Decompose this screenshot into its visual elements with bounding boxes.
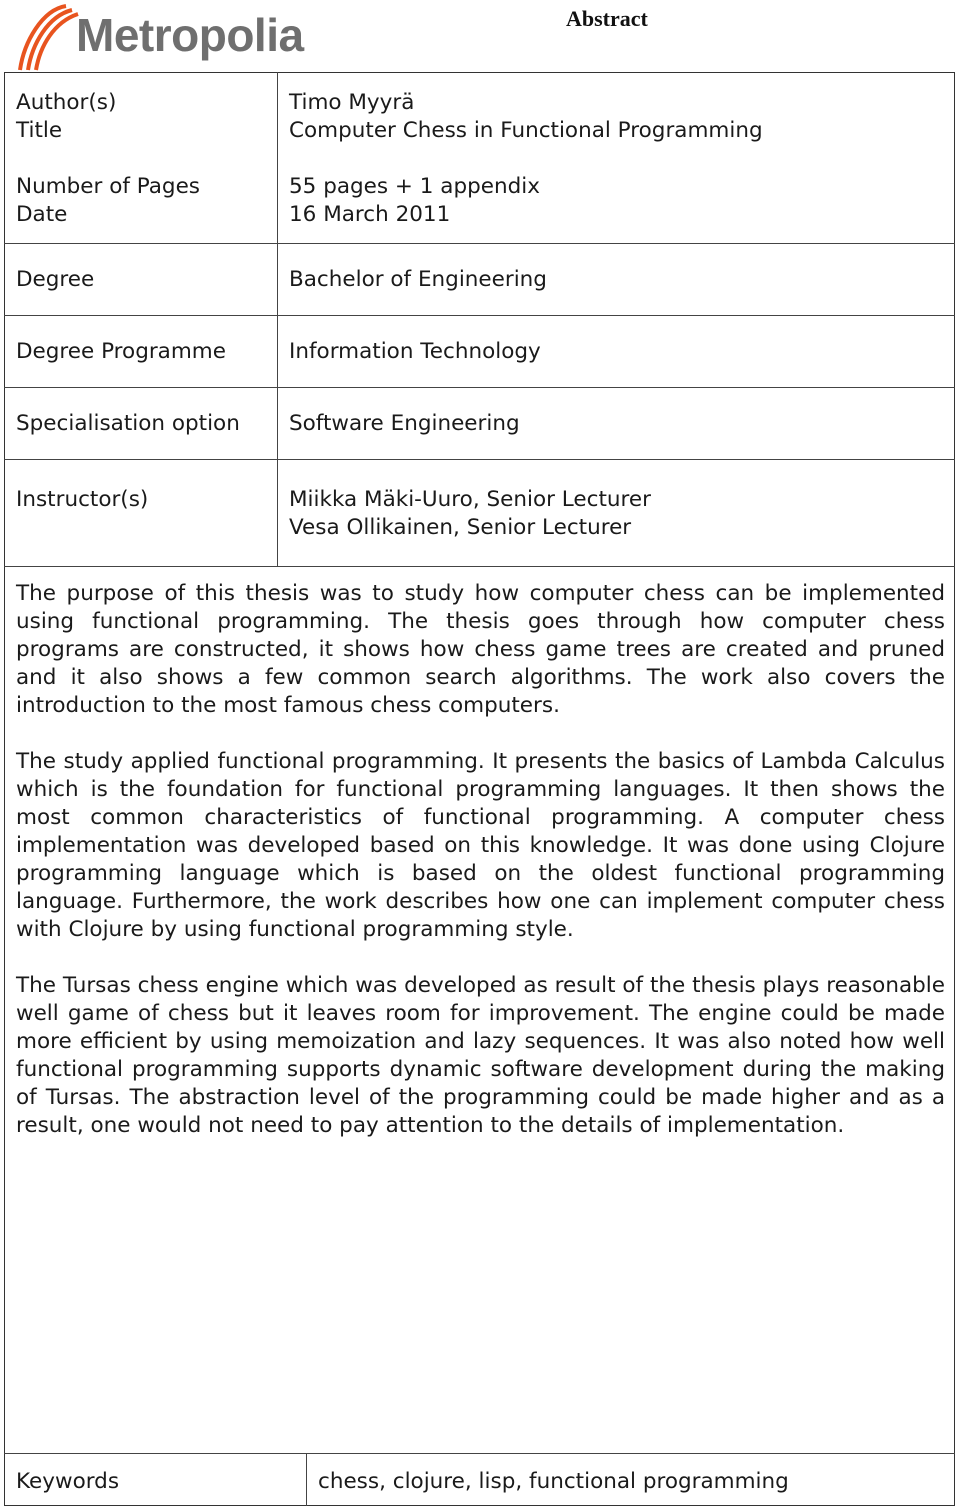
label-author: Author(s) <box>16 90 117 115</box>
label-degree-programme: Degree Programme <box>16 339 226 364</box>
value-number-of-pages: 55 pages + 1 appendix <box>289 174 540 199</box>
value-instructor-1: Miikka Mäki-Uuro, Senior Lecturer <box>289 487 651 512</box>
row-divider <box>4 566 955 567</box>
column-divider <box>277 72 278 566</box>
logo-swoosh-icon <box>14 2 84 74</box>
row-divider <box>4 387 955 388</box>
row-divider <box>4 459 955 460</box>
label-date: Date <box>16 202 68 227</box>
label-specialisation: Specialisation option <box>16 411 240 436</box>
label-number-of-pages: Number of Pages <box>16 174 201 199</box>
label-degree: Degree <box>16 267 95 292</box>
value-degree-programme: Information Technology <box>289 339 541 364</box>
abstract-paragraph: The study applied functional programming. It presents the basics of Lambda Calculus which is the foundation for functional programming languages. It then shows the most common characteristics of functional programming. A computer chess implementation was developed based on this knowledge. It was done using Clojure programming language which is based on the oldest functional programming language. Furthermore, the work describes how one can implement computer chess with Clojure by using functional programming style. <box>16 749 945 942</box>
abstract-paragraph: The Tursas chess engine which was developed as result of the thesis plays reasonable well game of chess but it leaves room for improvement. The engine could be made more efficient by using memoization and lazy sequences. It was also noted how well functional programming supports dynamic software development during the making of Tursas. The abstraction level of the programming could be made higher and as a result, one would not need to pay attention to the details of implementation. <box>16 973 945 1138</box>
value-title: Computer Chess in Functional Programming <box>289 118 763 143</box>
row-divider <box>4 243 955 244</box>
keywords-value: chess, clojure, lisp, functional programming <box>318 1469 789 1494</box>
keywords-column-divider <box>306 1453 307 1506</box>
value-date: 16 March 2011 <box>289 202 451 227</box>
value-instructor-2: Vesa Ollikainen, Senior Lecturer <box>289 515 632 540</box>
abstract-body <box>16 580 945 1168</box>
label-title: Title <box>16 118 63 143</box>
value-author: Timo Myyrä <box>289 90 415 115</box>
row-divider <box>4 315 955 316</box>
value-specialisation: Software Engineering <box>289 411 520 436</box>
logo-wordmark: Metropolia <box>76 9 304 61</box>
value-degree: Bachelor of Engineering <box>289 267 547 292</box>
label-instructors: Instructor(s) <box>16 487 149 512</box>
abstract-paragraph: The purpose of this thesis was to study how computer chess can be implemented using functional programming. The thesis goes through how computer chess programs are constructed, it shows how chess game trees are created and pruned and it also shows a few common search algorithms. The work also covers the introduction to the most famous chess computers. <box>16 581 945 718</box>
keywords-label: Keywords <box>16 1469 120 1494</box>
abstract-label: Abstract <box>566 6 648 31</box>
metropolia-logo <box>14 2 324 74</box>
row-divider <box>4 1453 955 1454</box>
